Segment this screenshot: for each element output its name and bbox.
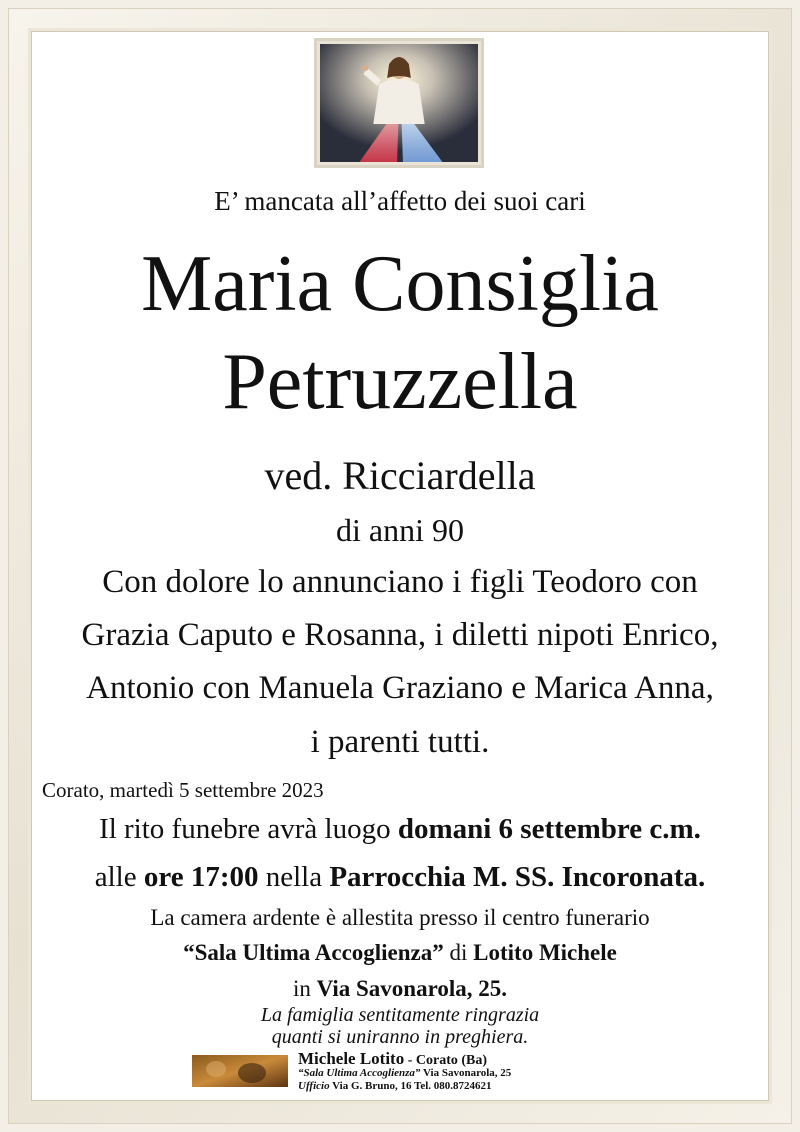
chapel-address: Via Savonarola, 25.: [316, 976, 508, 1001]
divine-mercy-icon: [320, 44, 478, 162]
agency-name-line: [298, 1049, 487, 1069]
chapel-line-2: [0, 940, 800, 966]
chapel-text: di: [443, 940, 474, 965]
agency-office-label: Ufficio: [298, 1080, 330, 1092]
agency-office-address: Via G. Bruno, 16 Tel. 080.8724621: [329, 1080, 492, 1092]
chapel-text: in: [292, 976, 317, 1001]
announcement-line: Con dolore lo annunciano i figli Teodoro con: [102, 564, 698, 600]
age: di anni 90: [336, 512, 464, 548]
agency-name: Michele Lotito: [298, 1049, 405, 1068]
intro-text: E’ mancata all’affetto dei suoi cari: [214, 186, 586, 216]
chapel-hall: “Sala Ultima Accoglienza”: [183, 940, 444, 965]
chapel-line-3: [0, 976, 800, 1002]
agency-hall-address: Via Savonarola, 25: [420, 1067, 512, 1079]
agency-city: - Corato (Ba): [404, 1053, 488, 1068]
announcement-line: Antonio con Manuela Graziano e Marica Anna,: [86, 670, 714, 706]
agency-office-line: [298, 1080, 492, 1092]
funeral-line-1: [0, 813, 800, 846]
chapel-line-1: La camera ardente è allestita presso il centro funerario: [150, 905, 650, 930]
deceased-name-last: Petruzzella: [222, 338, 578, 426]
agency-logo: [192, 1055, 288, 1087]
place-date: Corato, martedì 5 settembre 2023: [42, 778, 324, 802]
widow-of: ved. Ricciardella: [264, 453, 536, 498]
agency-address-line: [298, 1067, 511, 1079]
announcement-line: i parenti tutti.: [310, 724, 490, 760]
deceased-name-first: Maria Consiglia: [141, 240, 659, 328]
thanks-line: La famiglia sentitamente ringrazia: [260, 1004, 540, 1026]
funeral-text: Il rito funebre avrà luogo: [99, 813, 398, 845]
chapel-owner: Lotito Michele: [473, 940, 617, 965]
agency-hall: “Sala Ultima Accoglienza”: [298, 1067, 421, 1079]
thanks-line: quanti si uniranno in preghiera.: [271, 1026, 529, 1048]
announcement-line: Grazia Caputo e Rosanna, i diletti nipoti Enrico,: [81, 617, 719, 653]
funeral-date: domani 6 settembre c.m.: [397, 813, 701, 845]
funeral-text: nella: [258, 861, 330, 893]
divine-mercy-image: [314, 38, 484, 168]
funeral-church: Parrocchia M. SS. Incoronata.: [329, 861, 706, 893]
funeral-line-2: [0, 861, 800, 894]
funeral-text: alle: [94, 861, 144, 893]
funeral-time: ore 17:00: [143, 861, 259, 893]
agency-logo-icon: [192, 1055, 288, 1087]
